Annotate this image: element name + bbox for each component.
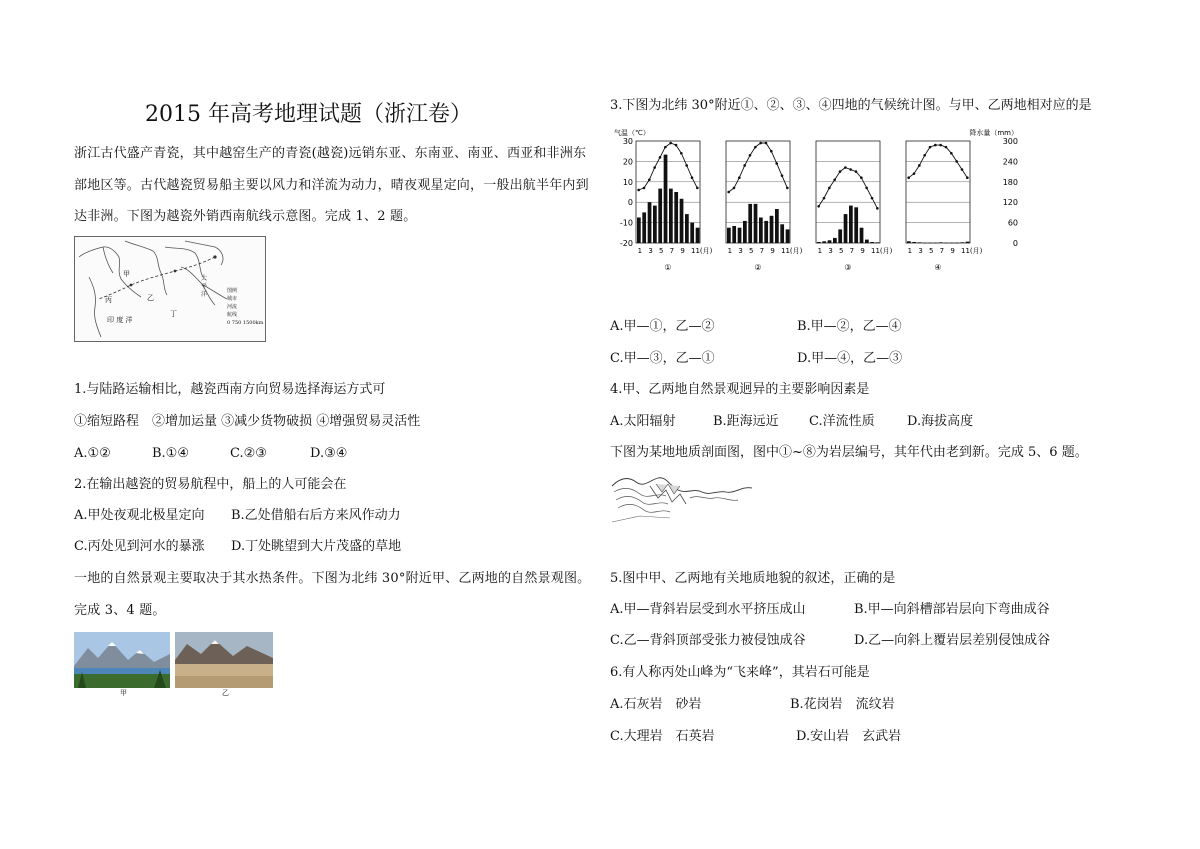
q2-option-b[interactable]: B.乙处借船右后方来风作动力	[231, 508, 401, 523]
precip-bar	[907, 241, 911, 243]
temperature-point	[743, 164, 746, 167]
panel-label: ②	[754, 263, 762, 272]
precip-bar	[674, 192, 678, 243]
month-tick-label: 1	[727, 247, 733, 255]
temperature-point	[685, 164, 688, 167]
q1-option-b[interactable]: B.①④	[152, 446, 189, 461]
q1-options	[74, 444, 347, 464]
q4-option-c[interactable]: C.洋流性质	[809, 414, 875, 429]
temperature-point	[759, 142, 762, 145]
temperature-point	[929, 146, 932, 149]
precip-bar	[637, 218, 641, 244]
q5-row-2	[610, 631, 1050, 651]
map-legend	[227, 287, 263, 327]
panel-label: ①	[664, 263, 672, 272]
precip-bar	[817, 242, 821, 243]
temperature-point	[961, 168, 964, 171]
temp-tick-label: 20	[622, 157, 633, 167]
q3-row-2	[610, 349, 902, 369]
q6-option-b[interactable]: B.花岗岩 流纹岩	[790, 697, 895, 712]
temperature-point	[770, 150, 773, 153]
temperature-point	[839, 170, 842, 173]
precip-bar	[696, 228, 700, 243]
legend-river: 河流	[227, 304, 238, 310]
month-tick-label: 11(月)	[781, 247, 803, 255]
q3-stem: 3.下图为北纬 30°附近①、②、③、④四地的气候统计图。与甲、乙两地相对应的是	[610, 98, 1092, 113]
precip-bar	[828, 240, 832, 243]
temperature-point	[733, 187, 736, 190]
month-tick-label: 9	[770, 247, 775, 255]
temperature-point	[648, 178, 651, 181]
month-tick-label: 5	[749, 247, 754, 255]
photo-caption-jia: 甲	[120, 689, 127, 697]
q1-option-d[interactable]: D.③④	[310, 446, 348, 461]
temperature-point	[637, 189, 640, 192]
temperature-point	[659, 156, 662, 159]
temperature-point	[871, 197, 874, 200]
temperature-point	[691, 176, 694, 179]
landscape-photo-jia	[74, 632, 170, 688]
temp-tick-label: -10	[619, 218, 633, 228]
month-tick-label: 11(月)	[871, 247, 893, 255]
precip-bar	[966, 242, 970, 243]
panel-label: ④	[934, 263, 942, 272]
precip-tick-label: 300	[1002, 137, 1018, 146]
precip-bar	[939, 242, 943, 243]
month-tick-label: 1	[637, 247, 643, 255]
temp-tick-label: 30	[622, 137, 633, 146]
temperature-point	[849, 168, 852, 171]
q4-option-a[interactable]: A.太阳辐射	[610, 414, 676, 429]
q3-option-d[interactable]: D.甲—④，乙—③	[797, 351, 903, 366]
month-tick-label: 9	[860, 247, 865, 255]
temperature-point	[786, 187, 789, 190]
temperature-point	[955, 160, 958, 163]
precip-bar	[748, 204, 752, 243]
precip-bar	[690, 223, 694, 243]
temp-tick-label: 10	[622, 177, 633, 187]
panel-label: ③	[844, 263, 852, 272]
precip-bar	[822, 241, 826, 243]
q4-stem: 4.甲、乙两地自然景观迥异的主要影响因素是	[610, 382, 870, 397]
q2-option-a[interactable]: A.甲处夜观北极星定向	[74, 508, 205, 523]
photo-caption-yi: 乙	[222, 689, 229, 697]
precip-tick-label: 180	[1002, 177, 1018, 187]
q5-stem: 5.图中甲、乙两地有关地质地貌的叙述，正确的是	[610, 571, 896, 586]
precip-bar	[876, 242, 880, 243]
precip-bar	[955, 243, 959, 244]
map-scale: 0 750 1500km	[227, 320, 264, 326]
precip-bar	[642, 212, 646, 243]
q2-row-2	[74, 537, 401, 557]
precip-bar	[759, 218, 763, 244]
precip-tick-label: 120	[1002, 198, 1018, 208]
month-tick-label: 3	[828, 247, 833, 255]
q6-row-2	[610, 727, 901, 747]
q2-option-c[interactable]: C.丙处见到河水的暴涨	[74, 539, 205, 554]
map-pacific-2: 平	[201, 283, 208, 290]
precip-bar	[743, 221, 747, 243]
temperature-point	[669, 142, 672, 145]
precip-bar	[870, 242, 874, 243]
precip-bar	[648, 202, 652, 243]
q6-stem: 6.有人称丙处山峰为“飞来峰”，其岩石可能是	[610, 665, 870, 680]
precip-bar	[658, 189, 662, 243]
q6-option-a[interactable]: A.石灰岩 砂岩	[610, 697, 702, 712]
q3-option-b[interactable]: B.甲—②，乙—④	[797, 319, 902, 334]
legend-city: 城市	[227, 296, 238, 302]
month-tick-label: 3	[738, 247, 743, 255]
precip-bar	[770, 216, 774, 243]
temp-tick-label: 0	[627, 198, 633, 208]
temperature-point	[876, 207, 879, 210]
month-tick-label: 5	[839, 247, 844, 255]
precip-bar	[838, 229, 842, 243]
temperature-point	[727, 191, 730, 194]
precip-tick-label: 240	[1002, 157, 1018, 167]
temperature-point	[653, 166, 656, 169]
month-tick-label: 1	[907, 247, 913, 255]
month-tick-label: 1	[817, 247, 823, 255]
map-ocean-label: 印 度 洋	[107, 316, 133, 324]
q1-option-c[interactable]: C.②③	[230, 446, 267, 461]
temperature-point	[765, 142, 768, 145]
precip-bar	[950, 243, 954, 244]
month-tick-label: 9	[950, 247, 955, 255]
climate-charts	[612, 126, 1018, 276]
precip-bar	[833, 238, 837, 243]
page-title: 2015 年高考地理试题（浙江卷）	[145, 102, 472, 127]
q4-options	[610, 412, 973, 432]
intro-paragraph-2: 一地的自然景观主要取决于其水热条件。下图为北纬 30°附近甲、乙两地的自然景观图。完成 3、4 题。	[74, 571, 591, 618]
month-tick-label: 9	[680, 247, 685, 255]
precip-bar	[849, 206, 853, 243]
q5-row-1	[610, 600, 1050, 620]
temperature-point	[781, 174, 784, 177]
precip-bar	[780, 224, 784, 243]
temperature-point	[749, 154, 752, 157]
panel-frame	[816, 141, 880, 243]
temperature-point	[680, 152, 683, 155]
precip-bar	[860, 228, 864, 243]
map-mark-jia: 甲	[123, 270, 130, 278]
legend-title: 图例	[227, 288, 238, 294]
q3-option-a[interactable]: A.甲—①，乙—②	[610, 319, 715, 334]
temperature-point	[844, 166, 847, 169]
q5-option-c[interactable]: C.乙—背斜顶部受张力被侵蚀成谷	[610, 633, 806, 648]
precip-tick-label: 0	[1012, 239, 1018, 248]
precip-bar	[669, 189, 673, 243]
temperature-line	[729, 143, 788, 192]
temperature-point	[907, 176, 910, 179]
temperature-point	[754, 146, 757, 149]
temperature-point	[939, 144, 942, 147]
precip-bar	[960, 242, 964, 243]
temperature-point	[865, 187, 868, 190]
temperature-point	[696, 187, 699, 190]
precip-bar	[653, 206, 657, 243]
month-tick-label: 7	[849, 247, 855, 255]
q5-option-b[interactable]: B.甲—向斜槽部岩层向下弯曲成谷	[854, 602, 1050, 617]
month-tick-label: 3	[648, 247, 653, 255]
q3-row-1	[610, 317, 902, 337]
temperature-point	[945, 146, 948, 149]
temperature-point	[934, 144, 937, 147]
precip-bar	[727, 228, 731, 243]
temperature-point	[918, 164, 921, 167]
map-pacific-1: 太	[201, 275, 208, 282]
precip-bar	[775, 209, 779, 243]
temperature-line	[639, 143, 698, 190]
q2-row-1	[74, 506, 401, 526]
q3-option-c[interactable]: C.甲—③，乙—①	[610, 351, 715, 366]
map-mark-yi: 乙	[147, 294, 154, 302]
q6-option-d[interactable]: D.安山岩 玄武岩	[796, 729, 902, 744]
month-tick-label: 7	[939, 247, 945, 255]
map-mark-ding: 丁	[170, 310, 177, 318]
temperature-point	[664, 146, 667, 149]
precip-bar	[944, 243, 948, 244]
precip-bar	[934, 243, 938, 244]
temperature-point	[923, 154, 926, 157]
month-tick-label: 7	[669, 247, 675, 255]
map-pacific-3: 洋	[201, 291, 208, 298]
month-tick-label: 5	[659, 247, 664, 255]
temp-tick-label: -20	[619, 239, 633, 248]
q4-option-d[interactable]: D.海拔高度	[907, 414, 974, 429]
precip-axis-label: 降水量（mm）	[969, 129, 1018, 137]
temperature-point	[775, 162, 778, 165]
temperature-point	[828, 187, 831, 190]
precip-bar	[680, 199, 684, 243]
temperature-point	[643, 187, 646, 190]
month-tick-label: 5	[929, 247, 934, 255]
q4-option-b[interactable]: B.距海远近	[713, 414, 779, 429]
landscape-photo-yi-image	[175, 632, 273, 688]
precip-bar	[928, 243, 932, 244]
q2-option-d[interactable]: D.丁处眺望到大片茂盛的草地	[231, 539, 402, 554]
precip-bar	[685, 214, 689, 243]
temperature-point	[823, 197, 826, 200]
precip-bar	[912, 242, 916, 243]
temperature-point	[675, 144, 678, 147]
q5-option-d[interactable]: D.乙—向斜上覆岩层差别侵蚀成谷	[854, 633, 1051, 648]
landscape-photo-jia-image	[74, 632, 170, 688]
precip-bar	[865, 240, 869, 243]
legend-route: 航线	[227, 312, 238, 318]
precip-bar	[923, 243, 927, 244]
precip-bar	[764, 221, 768, 243]
precip-tick-label: 60	[1007, 218, 1018, 228]
month-tick-label: 3	[918, 247, 923, 255]
precip-bar	[786, 229, 790, 243]
temp-axis-label: 气温（℃）	[614, 129, 650, 137]
q6-row-1	[610, 695, 895, 715]
map-mark-bing: 丙	[105, 296, 112, 304]
q6-option-c[interactable]: C.大理岩 石英岩	[610, 729, 715, 744]
precip-bar	[754, 204, 758, 243]
precip-bar	[738, 228, 742, 243]
trade-route-map	[74, 236, 266, 342]
landscape-photo-yi	[175, 632, 273, 688]
q5-option-a[interactable]: A.甲—背斜岩层受到水平挤压成山	[610, 602, 806, 617]
temperature-point	[833, 178, 836, 181]
intro-paragraph-1: 浙江古代盛产青瓷，其中越窑生产的青瓷(越瓷)远销东亚、东南亚、南亚、西亚和非洲东部地区等。古代越瓷贸易船主要以风力和洋流为动力，晴夜观星定向，一般出航半年内到达非洲。下图为越瓷外销西南航线示意图。完成 1、2 题。	[74, 146, 589, 224]
q1-items: ①缩短路程 ②增加运量 ③减少货物破损 ④增强贸易灵活性	[74, 414, 421, 429]
temperature-point	[913, 172, 916, 175]
intro-paragraph-3: 下图为某地地质剖面图，图中①~⑧为岩层编号，其年代由老到新。完成 5、6 题。	[610, 445, 1088, 460]
q1-option-a[interactable]: A.①②	[74, 446, 111, 461]
q1-stem: 1.与陆路运输相比，越瓷西南方向贸易选择海运方式可	[74, 382, 386, 397]
q2-stem: 2.在输出越瓷的贸易航程中，船上的人可能会在	[74, 477, 347, 492]
precip-bar	[854, 207, 858, 243]
precip-bar	[664, 155, 668, 243]
temperature-point	[950, 152, 953, 155]
precip-bar	[732, 226, 736, 243]
month-tick-label: 7	[759, 247, 765, 255]
panel-frame	[906, 141, 970, 243]
temperature-point	[738, 176, 741, 179]
precip-bar	[844, 214, 848, 243]
month-tick-label: 11(月)	[961, 247, 983, 255]
geologic-section-drawing	[610, 472, 755, 530]
temperature-point	[966, 176, 969, 179]
geologic-section-figure	[610, 472, 755, 530]
precip-bar	[918, 242, 922, 243]
temperature-point	[855, 170, 858, 173]
month-tick-label: 11(月)	[691, 247, 713, 255]
temperature-point	[817, 205, 820, 208]
temperature-point	[860, 176, 863, 179]
